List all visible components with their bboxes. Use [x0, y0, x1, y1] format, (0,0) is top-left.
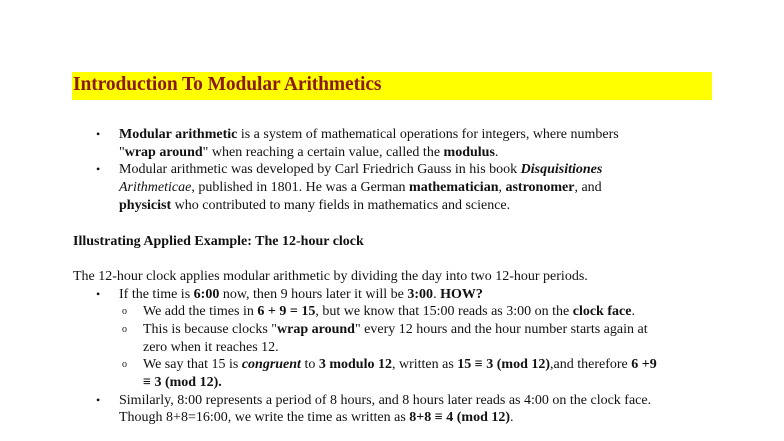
sub-bullet-marker: o — [122, 324, 127, 335]
intro-bullet-1-line-2: "wrap around" when reaching a certain value, called the modulus. — [119, 145, 499, 160]
example-sub-bullet-3-line-2: ≡ 3 (mod 12). — [143, 375, 222, 390]
intro-bullet-1-line-1: Modular arithmetic is a system of mathematical operations for integers, where numbers — [119, 127, 619, 142]
example-sub-bullet-2-line-2: zero when it reaches 12. — [143, 340, 279, 355]
sub-bullet-marker: o — [122, 306, 127, 317]
example-bullet-1: If the time is 6:00 now, then 9 hours later it will be 3:00. HOW? — [119, 287, 483, 302]
sub-bullet-marker: o — [122, 359, 127, 370]
bullet-marker: • — [96, 393, 101, 407]
intro-bullet-2-line-1: Modular arithmetic was developed by Carl Friedrich Gauss in his book Disquisitiones — [119, 162, 603, 177]
example-bullet-2-line-2: Though 8+8=16:00, we write the time as written as 8+8 ≡ 4 (mod 12). — [119, 410, 514, 425]
intro-bullet-2-line-2: Arithmeticae, published in 1801. He was a German mathematician, astronomer, and — [119, 180, 602, 195]
page-title: Introduction To Modular Arithmetics — [73, 74, 382, 95]
bullet-marker: • — [96, 287, 101, 301]
example-bullet-2-line-1: Similarly, 8:00 represents a period of 8 hours, and 8 hours later reads as 4:00 on the clock face. — [119, 393, 652, 408]
bullet-marker: • — [96, 127, 101, 141]
example-sub-bullet-1: We add the times in 6 + 9 = 15, but we know that 15:00 reads as 3:00 on the clock face. — [143, 304, 635, 319]
intro-bullet-2-line-3: physicist who contributed to many fields in mathematics and science. — [119, 198, 511, 213]
example-lead: The 12-hour clock applies modular arithmetic by dividing the day into two 12-hour periods. — [73, 269, 588, 284]
bullet-marker: • — [96, 162, 101, 176]
example-sub-bullet-3-line-1: We say that 15 is congruent to 3 modulo 12, written as 15 ≡ 3 (mod 12),and therefore 6 +9 — [143, 357, 657, 372]
example-sub-bullet-2-line-1: This is because clocks "wrap around" every 12 hours and the hour number starts again at — [143, 322, 648, 337]
example-heading: Illustrating Applied Example: The 12-hour clock — [73, 234, 364, 249]
